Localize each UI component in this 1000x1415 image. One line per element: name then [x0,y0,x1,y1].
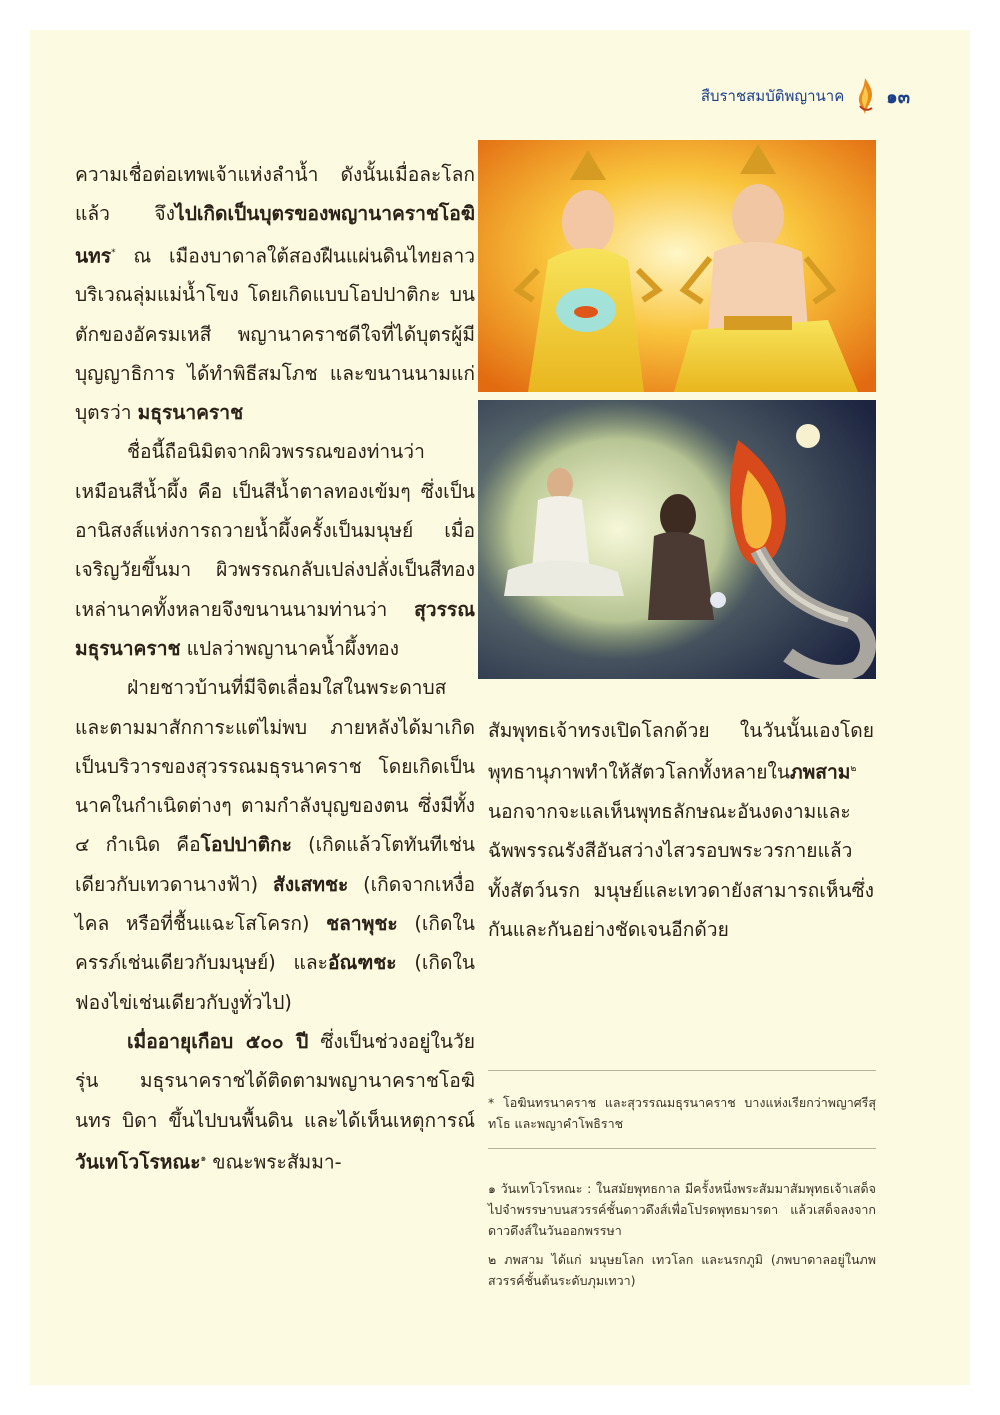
footnote-divider [488,1070,876,1071]
text-run: แปลว่าพญานาคน้ำผึ้งทอง [180,636,399,660]
text-run: (เกิดแล้วโตทันทีเช่นเดียวกับเทวดานางฟ้า) [75,833,476,896]
text-run: ฝ่ายชาวบ้านที่มีจิตเลื่อมใสในพระดาบสและตามมาสักการะแต่ไม่พบ ภายหลังได้มาเกิดเป็นบริวารของสุวรรณมธุรนาคราช โดยเกิดเป็นนาคในกำเนิดต่างๆ ตามกำลังบุญของตน ซึ่งมีทั้ง ๔ กำเนิด คือ [75,676,475,857]
paragraph [488,711,874,949]
text-run: ณ เมืองบาดาลใต้สองฝืนแผ่นดินไทยลาว บริเวณลุ่มแม่น้ำโขง โดยเกิดแบบโอปปาติกะ บนตักของอัครมเหสี พญานาคราชดีใจที่ได้บุตรผู้มีบุญญาธิการ ได้ทำพิธีสมโภช และขนานนามแก่บุตรว่า [75,243,475,425]
text-run: (เกิดจากเหงื่อไคล หรือที่ชื้นแฉะโสโครก) [75,872,475,936]
right-column [488,711,874,949]
bold-term: ไปเกิดเป็นบุตรของพญานาคราชโอฆินทร [75,202,475,267]
text-run: ขณะพระสัมมา- [206,1150,342,1174]
bold-term: อัณฑชะ [328,951,397,975]
text-run: ซึ่งเป็นช่วงอยู่ในวัยรุ่น มธุรนาคราชได้ติดตามพญานาคราชโอฆินทร บิดา ขึ้นไปบนพื้นดิน และได้เห็นเหตุการณ์ [75,1029,475,1132]
illustration-naga-royals [478,140,876,392]
paragraph [75,432,475,668]
footnote-star: * โอฆินทรนาคราช และสุวรรณมธุรนาคราช บางแห่งเรียกว่าพญาศรีสุทโธ และพญาคำโพธิราช [488,1095,876,1131]
footnote-2: ๒ ภพสาม ได้แก่ มนุษยโลก เทวโลก และนรกภูมิ (ภพบาดาลอยู่ในภพสวรรค์ชั้นต้นระดับภุมเทวา) [488,1252,876,1288]
bold-term: เมื่ออายุเกือบ ๕๐๐ ปี [127,1029,309,1053]
bold-term: โอปปาติกะ [200,833,292,857]
page-header [701,76,910,116]
footnote-mark: * [111,247,116,258]
bold-term: มธุรนาคราช [137,401,244,425]
bold-term: สุวรรณมธุรนาคราช [75,597,475,660]
footnote-divider [488,1148,876,1149]
bold-term: ภพสาม [789,760,851,784]
bold-term: วันเทโวโรหณะ [75,1150,201,1174]
text-run: นอกจากจะแลเห็นพุทธลักษณะอันงดงามและฉัพพรรณรังสีอันสว่างไสวรอบพระวรกายแล้ว ทั้งสัตว์นรก มนุษย์และเทวดายังสามารถเห็นซึ่งกันและกันอย่างชัดเจนอีกด้วย [488,799,874,941]
bold-term: ชลาพุชะ [326,912,398,936]
paragraph [75,668,475,1022]
left-column [75,155,475,1182]
text-run: ชื่อนี้ถือนิมิตจากผิวพรรณของท่านว่าเหมือนสีน้ำผึ้ง คือ เป็นสีน้ำตาลทองเข้มๆ ซึ่งเป็นอานิสงส์แห่งการถวายน้ำผึ้งครั้งเป็นมนุษย์ เมื่อเจริญวัยขึ้นมา ผิวพรรณกลับเปล่งปลั่งเป็นสีทอง เหล่านาคทั้งหลายจึงขนานนามท่านว่า [75,440,475,621]
running-title: สืบราชสมบัติพญานาค [700,87,845,105]
footnote-mark: ๒ [850,764,857,775]
bold-term: สังเสทชะ [272,872,349,896]
text-run: (เกิดในครรภ์เช่นเดียวกับมนุษย์) และ [75,912,475,975]
text-run: ความเชื่อต่อเทพเจ้าแห่งลำน้ำ ดังนั้นเมื่อละโลกแล้ว จึง [75,163,475,226]
text-run: (เกิดในฟองไข่เช่นเดียวกับงูทั่วไป) [75,951,475,1014]
paragraph [75,1022,475,1182]
footnote-mark: ๑ [200,1153,207,1164]
page-number: ๑๓ [886,86,910,108]
footnote-1: ๑ วันเทโวโรหณะ : ในสมัยพุทธกาล มีครั้งหนึ่งพระสัมมาสัมพุทธเจ้าเสด็จไปจำพรรษาบนสวรรค์ชั้นดาวดึงส์เพื่อโปรดพุทธมารดา แล้วเสด็จลงจากดาวดึงส์ในวันออกพรรษา [488,1181,876,1238]
paragraph [75,155,475,432]
text-run: สัมพุทธเจ้าทรงเปิดโลกด้วย ในวันนั้นเองโดยพุทธานุภาพทำให้สัตวโลกทั้งหลายใน [488,719,874,784]
illustration-hermit-and-naga [478,400,876,679]
naga-flame-icon [854,76,876,116]
